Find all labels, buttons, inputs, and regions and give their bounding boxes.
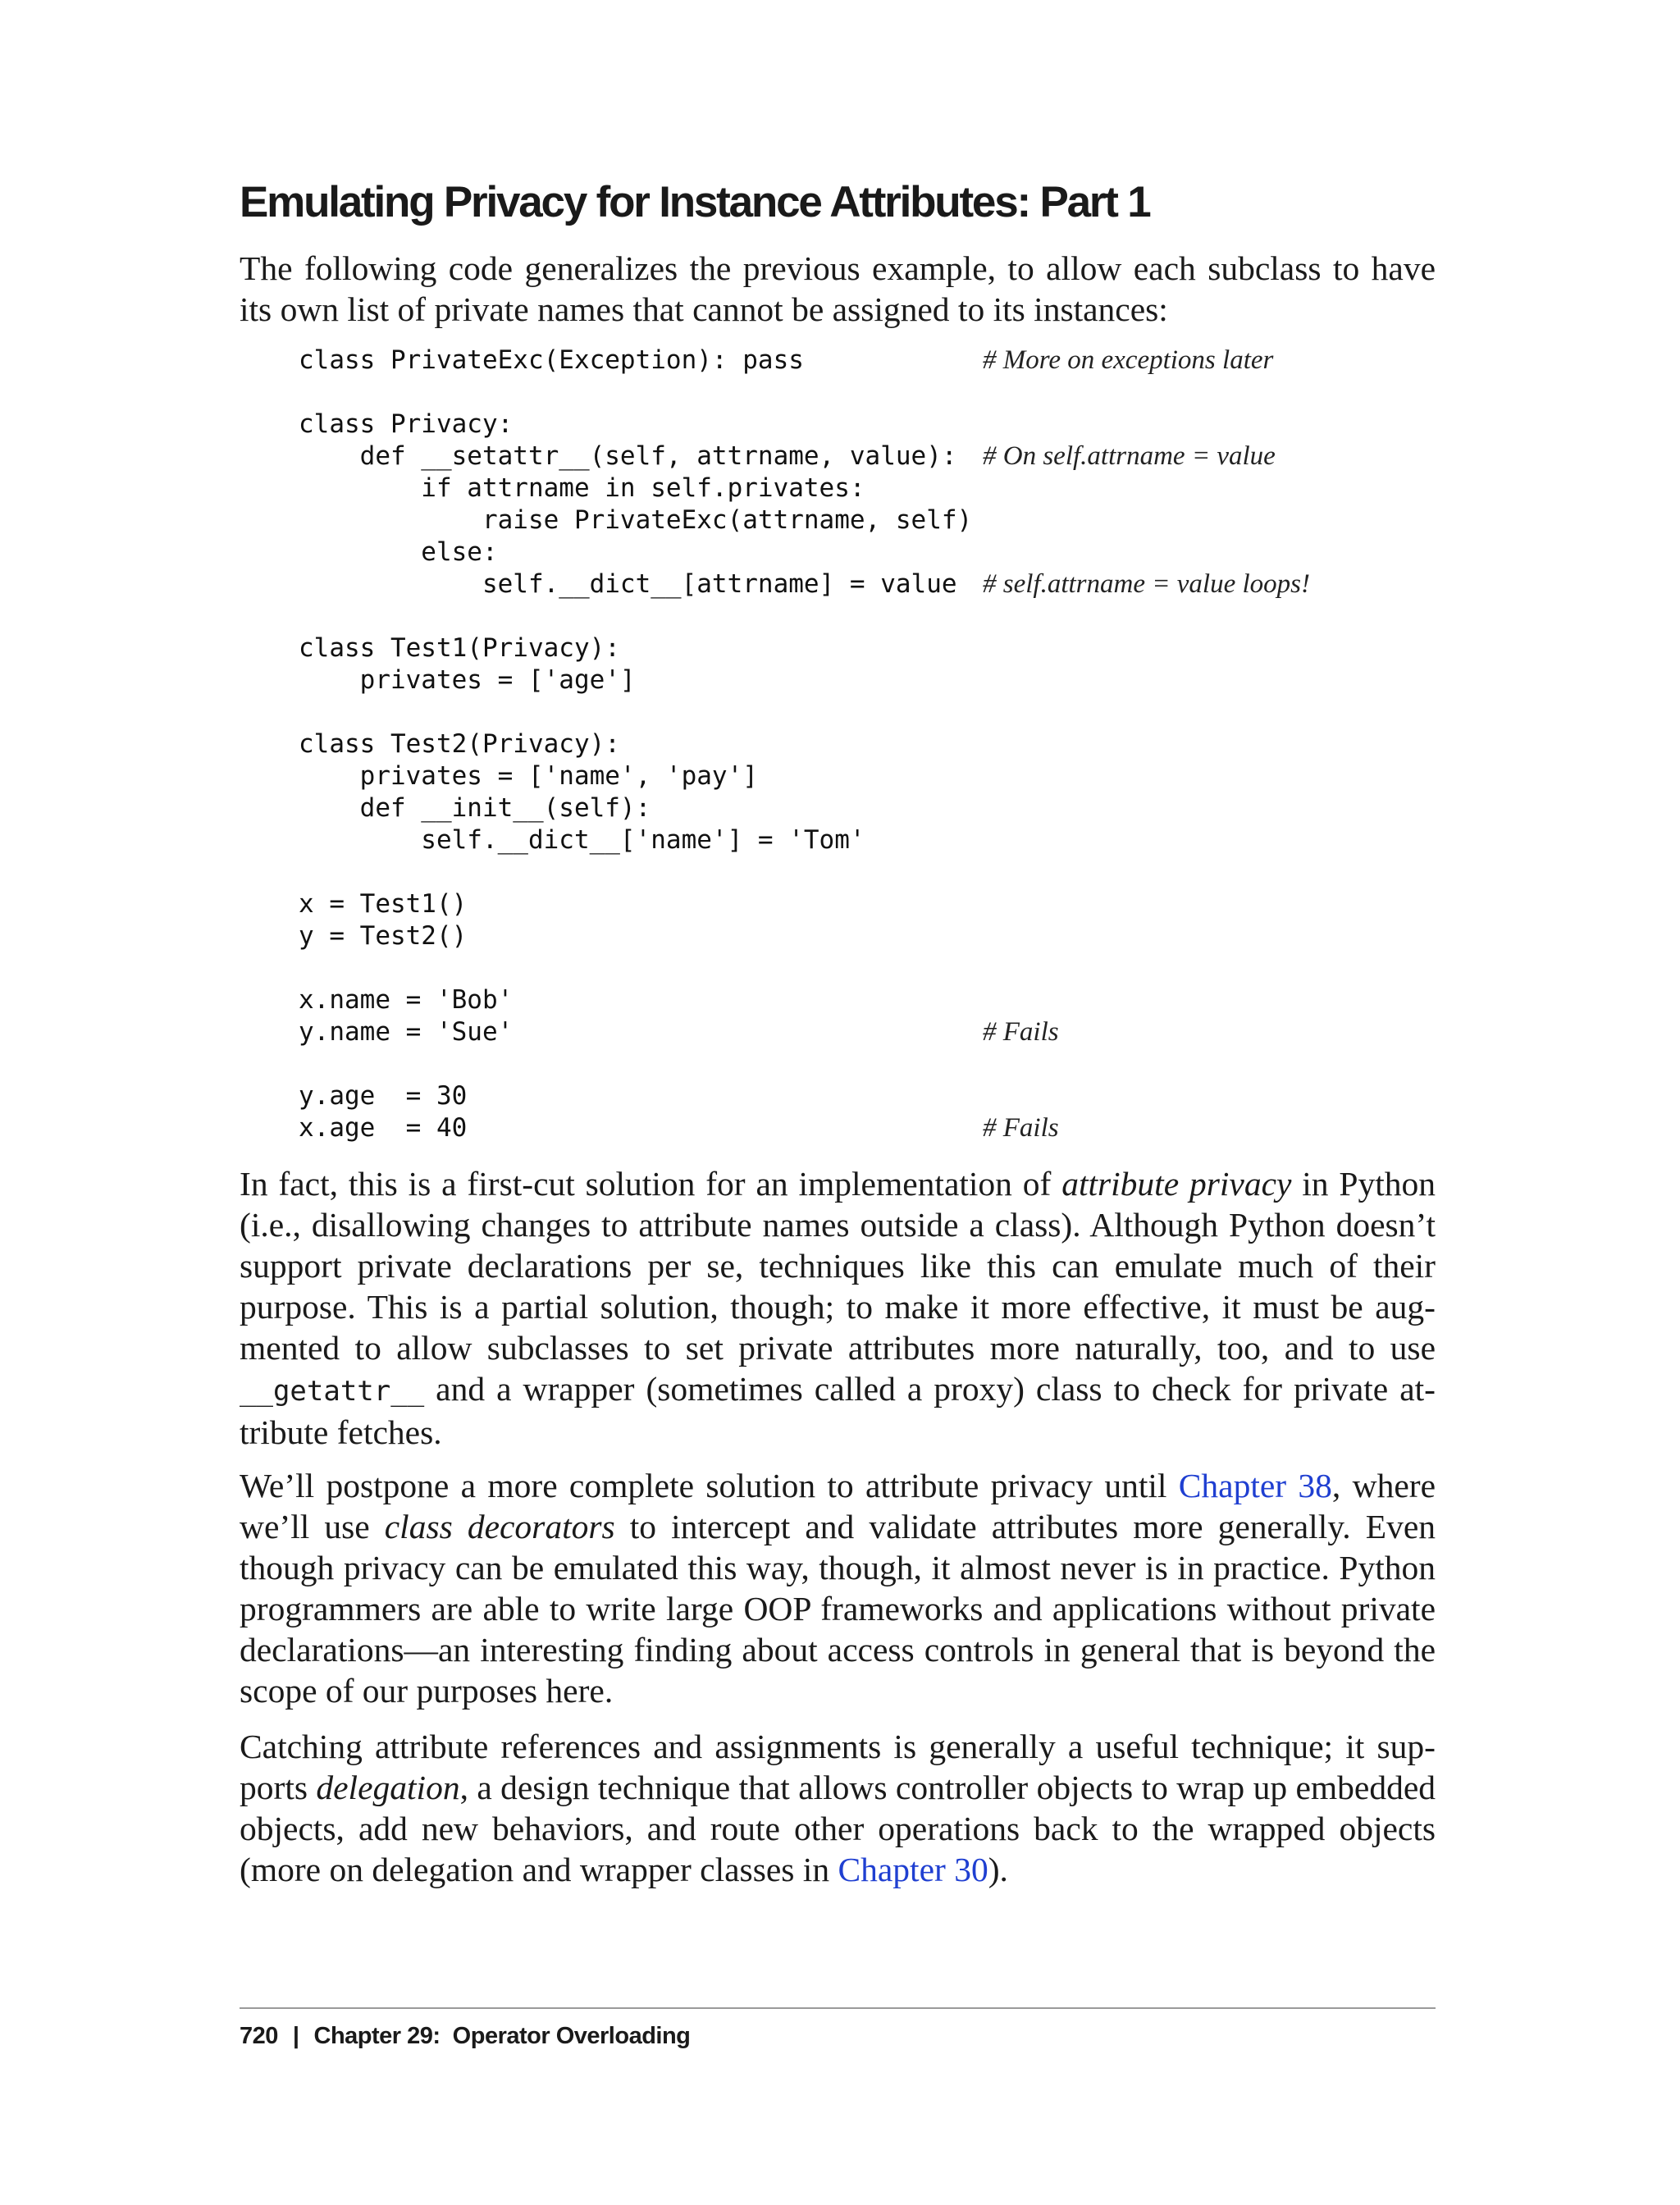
text-span: Catching attribute references and assignments is generally a useful technique; it supports xyxy=(240,1728,1436,1806)
code-text: y.name = 'Sue' xyxy=(299,1017,514,1047)
code-line xyxy=(299,409,1436,441)
text-span: , a design technique that allows controller objects to wrap up embedded objects, add new behaviors, and route other operations back to the wrapped objects (more on delegation and wrapper classes in xyxy=(240,1769,1436,1888)
footer-separator: | xyxy=(292,2023,299,2049)
code-line xyxy=(299,441,1436,472)
text-span: ). xyxy=(988,1851,1008,1888)
chapter-30-link[interactable]: Chapter 30 xyxy=(838,1851,988,1888)
code-line xyxy=(299,824,1436,856)
code-line xyxy=(299,728,1436,760)
code-line xyxy=(299,1080,1436,1112)
code-text: raise PrivateExc(attrname, self) xyxy=(299,505,973,535)
code-line xyxy=(299,600,1436,632)
code-line xyxy=(299,984,1436,1016)
code-text: class PrivateExc(Exception): pass xyxy=(299,345,804,375)
text-span: in Python (i.e., disallowing changes to attribute names outside a class). Although Python doesn’t support private declarations per se, techniques like this can emulate much of their purpose. This is a partial solution, though; to make it more effective, it must be augmented to allow subclasses to set private attributes more naturally, too, and to use xyxy=(240,1165,1436,1367)
footer-rule xyxy=(240,2007,1436,2009)
code-line xyxy=(299,1016,1436,1048)
inline-code: __getattr__ xyxy=(240,1375,425,1408)
code-line xyxy=(299,536,1436,568)
code-text: else: xyxy=(299,537,498,567)
code-comment: # On self.attrname = value xyxy=(983,441,1276,471)
code-line xyxy=(299,568,1436,600)
code-line xyxy=(299,345,1436,377)
section-heading: Emulating Privacy for Instance Attributes: Part 1 xyxy=(240,178,1150,226)
code-text: privates = ['name', 'pay'] xyxy=(299,761,758,791)
page-footer xyxy=(240,2023,690,2050)
code-line xyxy=(299,760,1436,792)
code-text: self.__dict__['name'] = 'Tom' xyxy=(299,825,865,855)
code-line xyxy=(299,632,1436,664)
text-span: to intercept and validate attributes more generally. Even though privacy can be emulated this way, though, it almost never is in practice. Python programmers are able to write large OOP frameworks and applications without private declarations—an interesting finding about access controls in general that is beyond the scope of our purposes here. xyxy=(240,1508,1436,1710)
code-text: y = Test2() xyxy=(299,921,468,951)
code-text: x.age = 40 xyxy=(299,1113,468,1143)
code-text: class Test1(Privacy): xyxy=(299,633,620,663)
code-line xyxy=(299,920,1436,952)
emphasis-term: attribute privacy xyxy=(1061,1165,1292,1203)
code-text: class Privacy: xyxy=(299,409,514,439)
code-text: self.__dict__[attrname] = value xyxy=(299,569,957,599)
code-comment: # self.attrname = value loops! xyxy=(983,569,1310,599)
page-number: 720 xyxy=(240,2023,278,2049)
code-line xyxy=(299,664,1436,696)
code-line xyxy=(299,696,1436,728)
emphasis-term: class decorators xyxy=(384,1508,615,1545)
paragraph-attribute-privacy xyxy=(240,1163,1436,1453)
text-span: , where we’ll use xyxy=(240,1467,1436,1545)
code-line xyxy=(299,377,1436,409)
text-span: In fact, this is a first-cut solution for an implementation of xyxy=(240,1165,1062,1203)
code-comment: # Fails xyxy=(983,1113,1059,1143)
code-line xyxy=(299,888,1436,920)
code-text: class Test2(Privacy): xyxy=(299,729,620,759)
intro-paragraph: The following code generalizes the previous example, to allow each subclass to have its own list of private names that cannot be assigned to its instances: xyxy=(240,249,1436,328)
code-line xyxy=(299,792,1436,824)
code-line xyxy=(299,504,1436,536)
code-line xyxy=(299,1048,1436,1080)
code-text: y.age = 30 xyxy=(299,1081,468,1111)
chapter-38-link[interactable]: Chapter 38 xyxy=(1178,1467,1332,1504)
code-comment: # More on exceptions later xyxy=(983,345,1274,375)
text-span: We’ll postpone a more complete solution to attribute privacy until xyxy=(240,1467,1179,1504)
code-listing xyxy=(299,345,1436,1144)
code-text: if attrname in self.privates: xyxy=(299,473,865,503)
text-span: and a wrapper (sometimes called a proxy) class to check for private attribute fetches. xyxy=(240,1370,1436,1451)
code-line xyxy=(299,1112,1436,1144)
code-line xyxy=(299,472,1436,504)
code-line xyxy=(299,856,1436,888)
code-text: x = Test1() xyxy=(299,889,468,919)
code-text: def __setattr__(self, attrname, value): xyxy=(299,441,957,471)
code-text: def __init__(self): xyxy=(299,793,651,823)
paragraph-delegation xyxy=(240,1726,1436,1890)
paragraph-postpone-solution xyxy=(240,1465,1436,1711)
footer-chapter-title: Chapter 29: Operator Overloading xyxy=(313,2023,691,2049)
code-comment: # Fails xyxy=(983,1017,1059,1047)
code-text: privates = ['age'] xyxy=(299,665,636,695)
emphasis-term: delegation xyxy=(316,1769,460,1806)
book-page xyxy=(240,0,1436,2205)
code-line xyxy=(299,952,1436,984)
code-text: x.name = 'Bob' xyxy=(299,985,514,1015)
